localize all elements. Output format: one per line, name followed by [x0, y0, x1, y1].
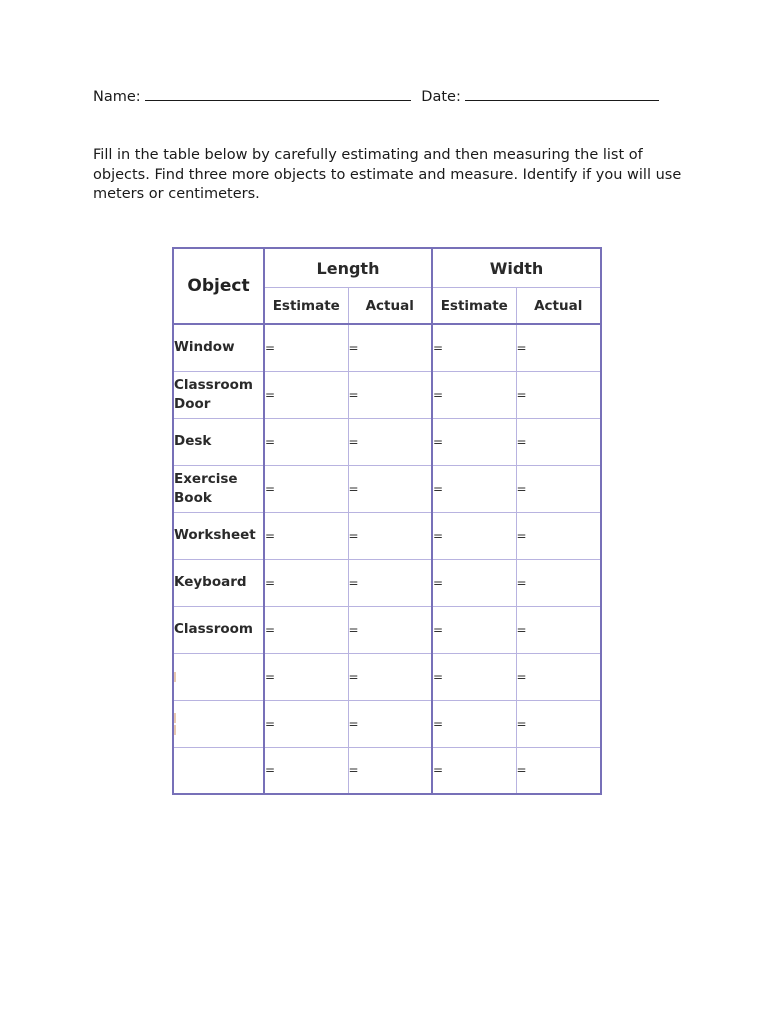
length-estimate-cell[interactable]: = — [264, 371, 348, 418]
width-actual-cell[interactable]: = — [516, 324, 601, 371]
table-row — [173, 606, 601, 653]
width-actual-cell[interactable]: = — [516, 700, 601, 747]
width-actual-cell[interactable]: = — [516, 653, 601, 700]
object-name-cell: Desk — [173, 418, 264, 465]
object-name-cell[interactable] — [173, 653, 264, 700]
width-actual-cell[interactable]: = — [516, 559, 601, 606]
width-actual-cell[interactable]: = — [516, 747, 601, 794]
length-estimate-cell[interactable]: = — [264, 747, 348, 794]
object-name-cell[interactable] — [173, 700, 264, 747]
width-estimate-cell[interactable]: = — [432, 700, 516, 747]
date-label: Date: — [421, 89, 461, 105]
name-label: Name: — [93, 89, 141, 105]
width-actual-cell[interactable]: = — [516, 418, 601, 465]
width-actual-cell[interactable]: = — [516, 465, 601, 512]
length-actual-cell[interactable]: = — [348, 418, 432, 465]
table-row — [173, 418, 601, 465]
length-estimate-header: Estimate — [264, 288, 348, 325]
faint-mark — [174, 672, 176, 682]
length-actual-cell[interactable]: = — [348, 465, 432, 512]
width-column-header: Width — [432, 248, 601, 288]
length-estimate-cell[interactable]: = — [264, 324, 348, 371]
length-estimate-cell[interactable]: = — [264, 653, 348, 700]
length-estimate-cell[interactable]: = — [264, 465, 348, 512]
width-actual-header: Actual — [516, 288, 601, 325]
width-estimate-cell[interactable]: = — [432, 747, 516, 794]
length-actual-cell[interactable]: = — [348, 700, 432, 747]
width-estimate-cell[interactable]: = — [432, 418, 516, 465]
width-estimate-cell[interactable]: = — [432, 465, 516, 512]
table-row — [173, 700, 601, 747]
length-actual-cell[interactable]: = — [348, 371, 432, 418]
width-estimate-cell[interactable]: = — [432, 606, 516, 653]
length-estimate-cell[interactable]: = — [264, 559, 348, 606]
width-estimate-cell[interactable]: = — [432, 371, 516, 418]
width-estimate-cell[interactable]: = — [432, 559, 516, 606]
length-estimate-cell[interactable]: = — [264, 418, 348, 465]
instructions-text: Fill in the table below by carefully estimating and then measuring the list of objects. Find three more objects to estimate and measure. Identify if you will use meters or centimeters. — [93, 147, 682, 202]
table-row — [173, 324, 601, 371]
object-name-cell[interactable] — [173, 747, 264, 794]
table-row — [173, 465, 601, 512]
width-actual-cell[interactable]: = — [516, 371, 601, 418]
length-estimate-cell[interactable]: = — [264, 606, 348, 653]
width-estimate-cell[interactable]: = — [432, 653, 516, 700]
length-column-header: Length — [264, 248, 432, 288]
table-row — [173, 512, 601, 559]
length-estimate-cell[interactable]: = — [264, 512, 348, 559]
length-actual-cell[interactable]: = — [348, 653, 432, 700]
object-name-cell: Keyboard — [173, 559, 264, 606]
object-name-cell: Worksheet — [173, 512, 264, 559]
table-row — [173, 371, 601, 418]
table-row — [173, 747, 601, 794]
name-date-line — [93, 88, 659, 105]
table-row — [173, 653, 601, 700]
width-estimate-cell[interactable]: = — [432, 512, 516, 559]
width-estimate-cell[interactable]: = — [432, 324, 516, 371]
length-actual-cell[interactable]: = — [348, 512, 432, 559]
length-actual-cell[interactable]: = — [348, 606, 432, 653]
name-field[interactable] — [145, 88, 411, 101]
width-actual-cell[interactable]: = — [516, 606, 601, 653]
object-name-cell: Exercise Book — [173, 465, 264, 512]
measurement-table — [172, 247, 602, 795]
table-row — [173, 559, 601, 606]
object-column-header: Object — [173, 248, 264, 324]
length-actual-header: Actual — [348, 288, 432, 325]
width-estimate-header: Estimate — [432, 288, 516, 325]
faint-mark — [174, 725, 176, 735]
faint-mark — [174, 713, 176, 723]
width-actual-cell[interactable]: = — [516, 512, 601, 559]
object-name-cell: Classroom — [173, 606, 264, 653]
table-body — [173, 324, 601, 794]
length-actual-cell[interactable]: = — [348, 559, 432, 606]
object-name-cell: Window — [173, 324, 264, 371]
length-actual-cell[interactable]: = — [348, 324, 432, 371]
length-estimate-cell[interactable]: = — [264, 700, 348, 747]
object-name-cell: Classroom Door — [173, 371, 264, 418]
date-field[interactable] — [465, 88, 659, 101]
length-actual-cell[interactable]: = — [348, 747, 432, 794]
